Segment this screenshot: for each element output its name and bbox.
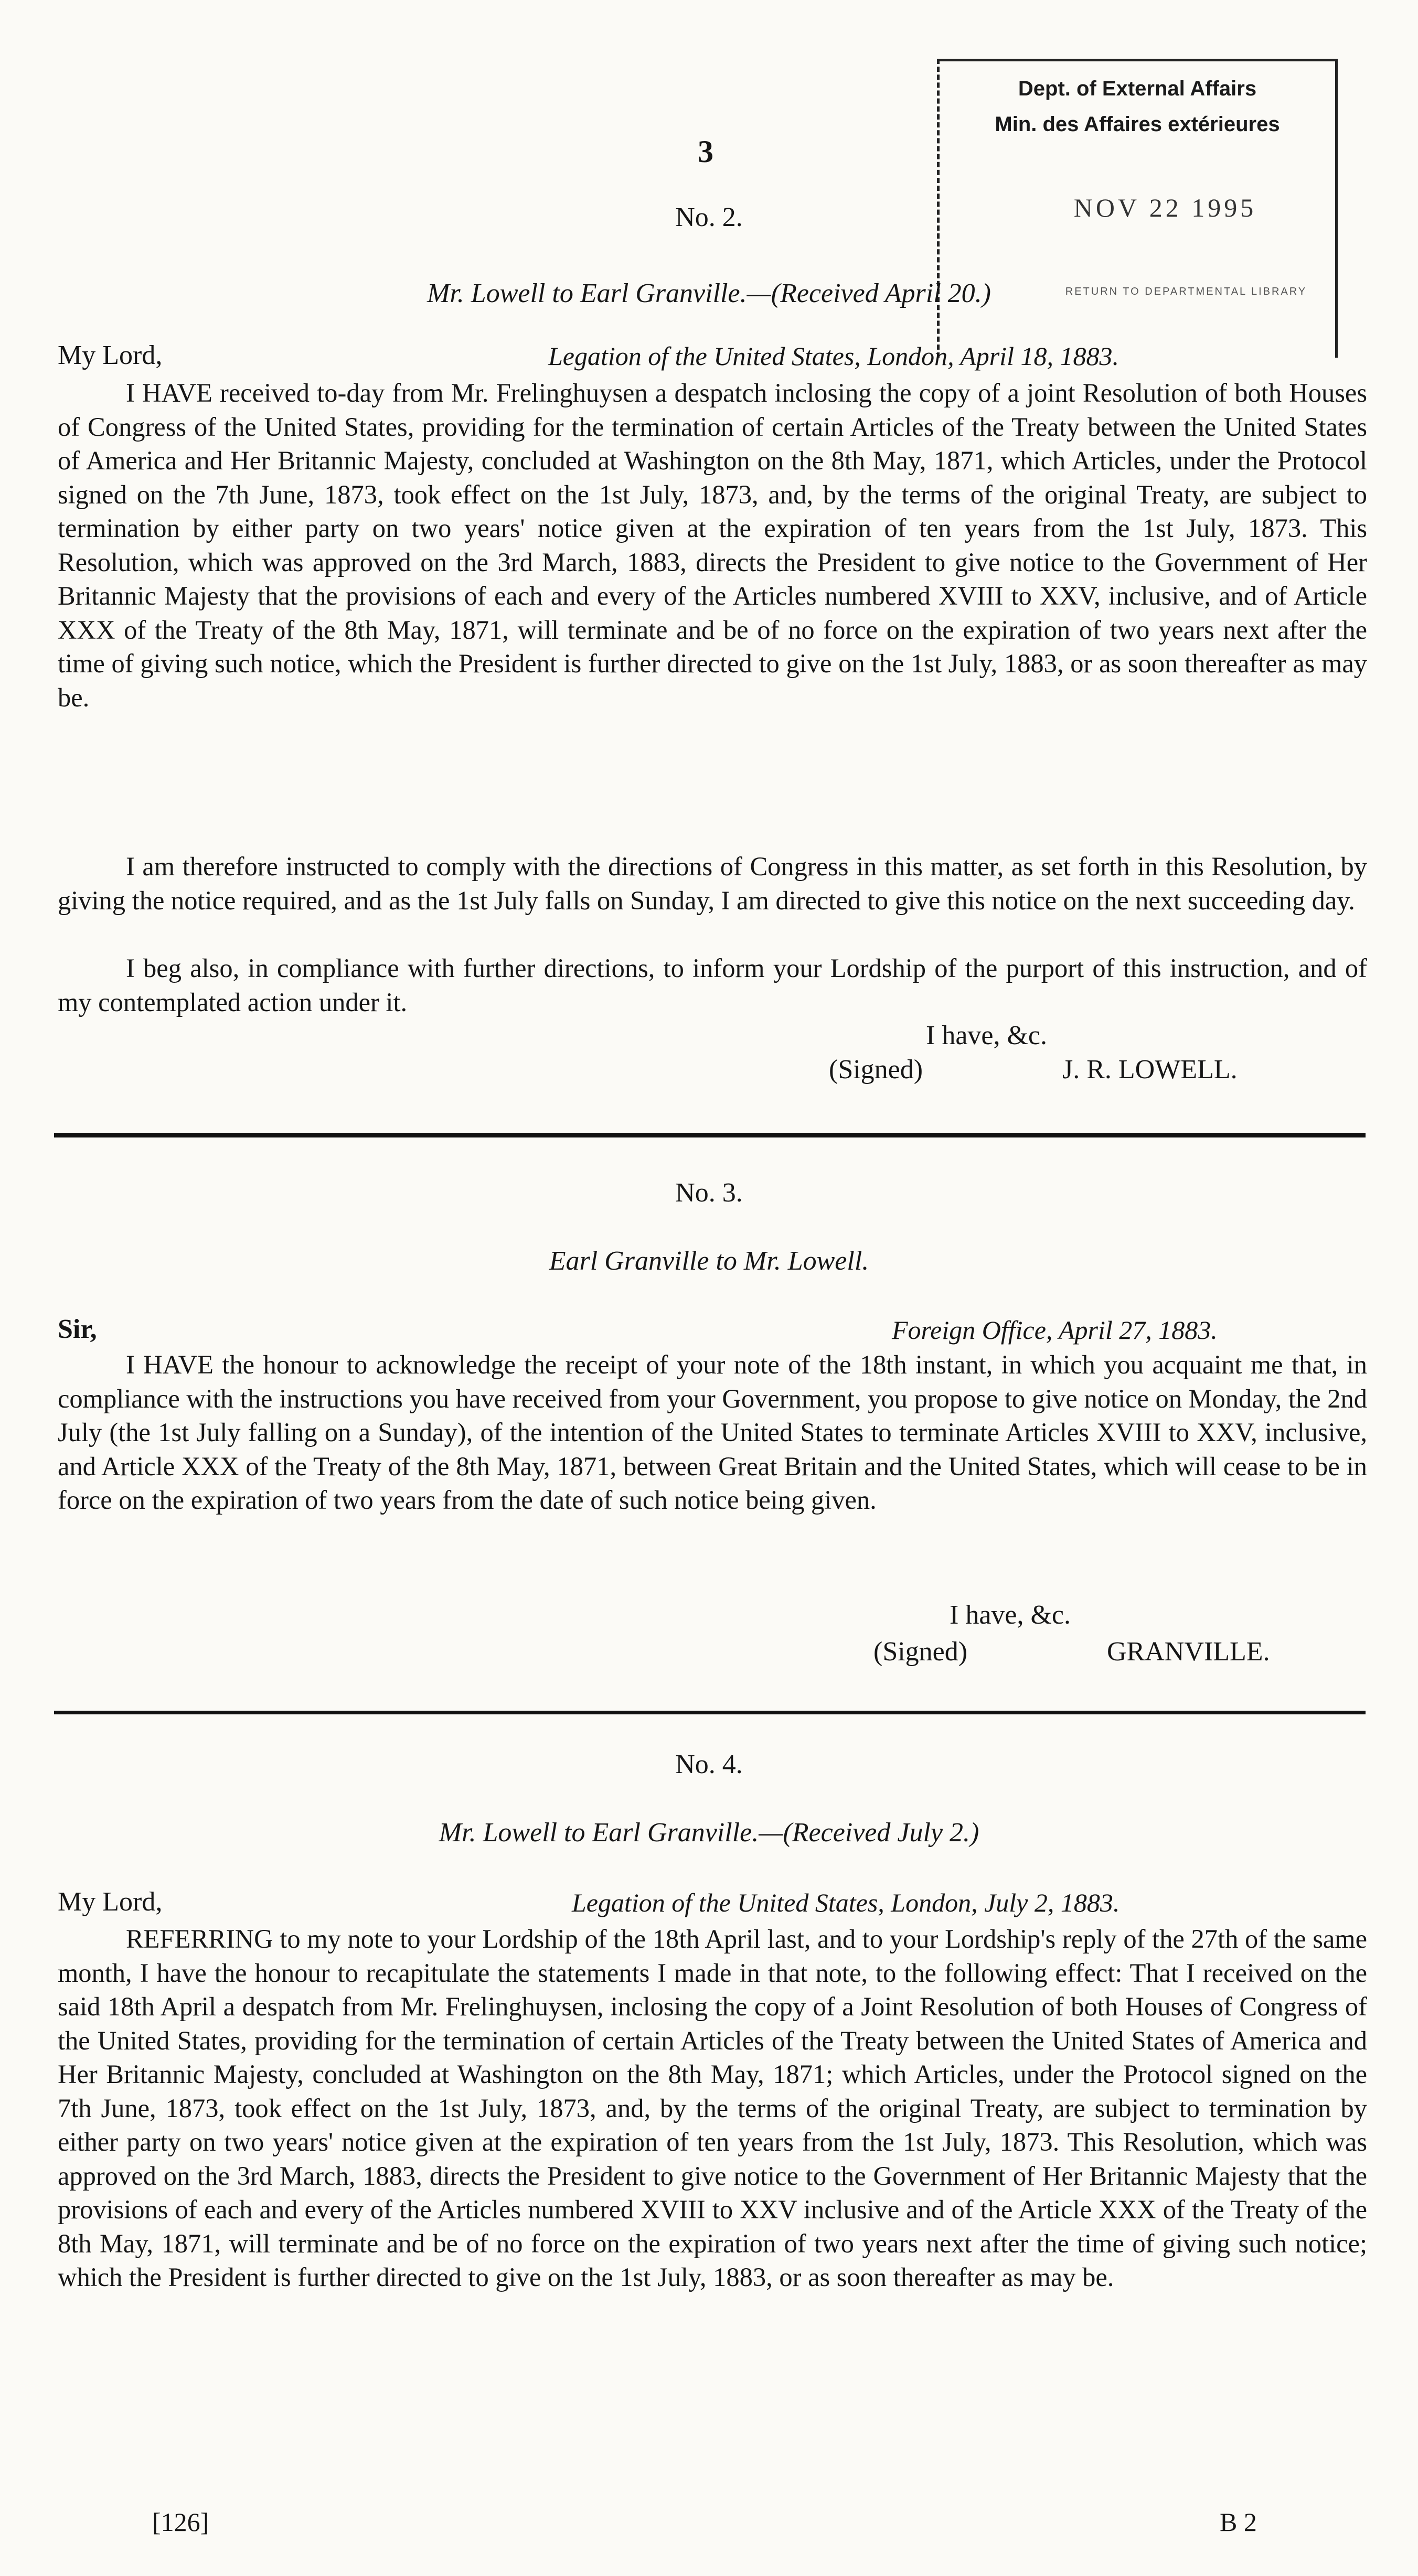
dateline: Legation of the United States, London, July 2, 1883. xyxy=(572,1888,1120,1917)
paragraph: REFERRING to my note to your Lordship of the 18th April last, and to your Lordship's reply of the 27th of the same month, I have the honour to recapitulate the statements I made in that note, to the following effect: That I received on the said 18th April a despatch from Mr. Frelinghuysen, inclosing the copy of a Joint Resolution of both Houses of Congress of the United States, providing for the termination of certain Articles of the Treaty between the United States of America and Her Britannic Majesty, concluded at Washington on the 8th May, 1871; which Articles, under the Protocol signed on the 7th June, 1873, took effect on the 1st July, 1873, and, by the terms of the original Treaty, are subject to termination by either party on two years' notice given at the expiration of ten years from the 1st July, 1873. This Resolution, which was approved on the 3rd March, 1883, directs the President to give notice to the Government of Her Britannic Majesty that the provisions of each and every of the Articles numbered XVIII to XXV inclusive and of the Article XXX of the Treaty of the 8th May, 1871, will terminate and be of no force on the expiration of two years next after the time of giving such notice; which the President is further directed to give on the 1st July, 1883, or as soon thereafter as may be. xyxy=(58,1924,1367,2292)
letter-number: No. 2. xyxy=(675,202,743,232)
dateline: Foreign Office, April 27, 1883. xyxy=(892,1315,1218,1345)
paragraph: I beg also, in compliance with further directions, to inform your Lordship of the purport of this instruction, and of my contemplated action under it. xyxy=(58,953,1367,1017)
salutation: Sir, xyxy=(58,1314,97,1344)
page-number: 3 xyxy=(698,134,713,169)
paragraph: I HAVE received to-day from Mr. Frelinghuysen a despatch inclosing the copy of a joint Resolution of both Houses of Congress of the United States, providing for the termination of certain Articles of the Treaty between the United States of America and Her Britannic Majesty, concluded at Washington on the 8th May, 1871, which Articles, under the Protocol signed on the 7th June, 1873, took effect on the 1st July, 1873, and, by the terms of the original Treaty, are subject to termination by either party on two years' notice given at the expiration of ten years from the 1st July, 1873. This Resolution, which was approved on the 3rd March, 1883, directs the President to give notice to the Government of Her Britannic Majesty that the provisions of each and every of the Articles numbered XVIII to XXV, inclusive, and of Article XXX of the Treaty of the 8th May, 1871, will terminate and be of no force on the expiration of two years next after the time of giving such notice, which the President is further directed to give on the 1st July, 1883, or as soon thereafter as may be. xyxy=(58,378,1367,712)
closing: I have, &c. xyxy=(950,1600,1071,1630)
letter-number: No. 3. xyxy=(675,1178,743,1208)
dateline: Legation of the United States, London, April 18, 1883. xyxy=(548,341,1119,371)
salutation: My Lord, xyxy=(58,340,163,370)
letter-heading: Mr. Lowell to Earl Granville.—(Received July 2.) xyxy=(439,1818,979,1848)
paragraph: I HAVE the honour to acknowledge the receipt of your note of the 18th instant, in which you acquaint me that, in compliance with the instructions you have received from your Government, you propose to give notice on Monday, the 2nd July (the 1st July falling on a Sunday), of the intention of the United States to terminate Articles XVIII to XXV, inclusive, and Article XXX of the Treaty of the 8th May, 1871, between Great Britain and the United States, which will cease to be in force on the expiration of two years from the date of such notice being given. xyxy=(58,1350,1367,1515)
letter-number: No. 4. xyxy=(675,1749,743,1779)
signature: J. R. LOWELL. xyxy=(1062,1055,1238,1085)
signature: GRANVILLE. xyxy=(1107,1637,1270,1667)
paragraph: I am therefore instructed to comply with the directions of Congress in this matter, as set forth in this Resolution, by giving the notice required, and as the 1st July falls on Sunday, I am directed to give this notice on the next succeeding day. xyxy=(58,852,1367,915)
letter-heading: Mr. Lowell to Earl Granville.—(Received April 20.) xyxy=(427,278,991,308)
letter-heading: Earl Granville to Mr. Lowell. xyxy=(549,1246,869,1276)
closing: I have, &c. xyxy=(926,1021,1048,1050)
divider-rule xyxy=(54,1711,1366,1714)
footer-sheet-mark: B 2 xyxy=(1220,2507,1257,2537)
divider-rule xyxy=(54,1133,1366,1137)
stamp-ministere: Min. des Affaires extérieures xyxy=(995,113,1280,136)
footer-signature-mark: [126] xyxy=(152,2507,209,2537)
stamp-library: RETURN TO DEPARTMENTAL LIBRARY xyxy=(1065,286,1307,297)
signed-label: (Signed) xyxy=(873,1637,968,1667)
stamp-department: Dept. of External Affairs xyxy=(1018,77,1257,100)
salutation: My Lord, xyxy=(58,1887,163,1917)
signed-label: (Signed) xyxy=(829,1055,923,1085)
stamp-date: NOV 22 1995 xyxy=(1073,193,1257,222)
